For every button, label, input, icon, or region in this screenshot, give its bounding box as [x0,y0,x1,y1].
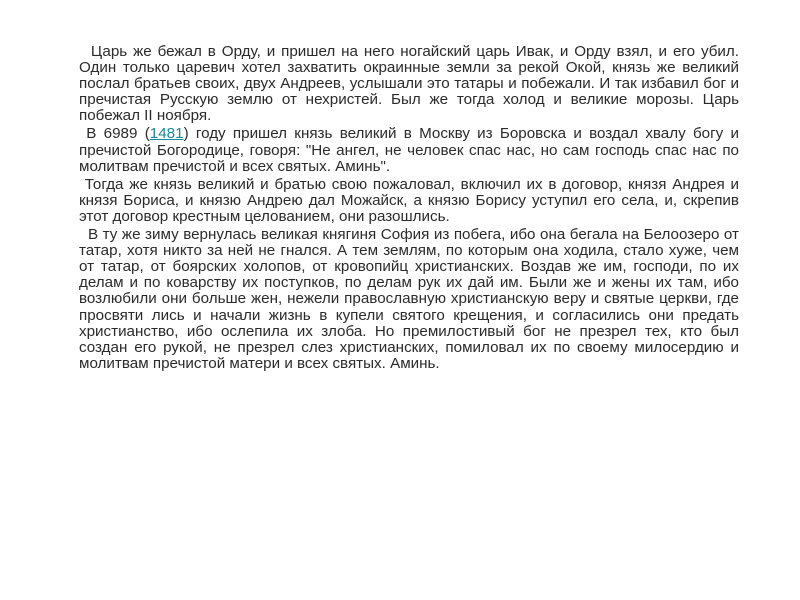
paragraph-sofia-return [79,227,739,372]
paragraph-text: В ту же зиму вернулась великая княгиня София из побега, ибо она бегала на Белоозеро от татар, хотя никто за ней не гнался. А тем землям, по которым она ходила, стало хуже, чем от татар, от боярских холопов, от кровопийц христианских. Воздав же им, господи, по их делам и по коварству их поступков, по делам рук их дай им. Были же и жены их там, ибо возлюбили они больше жен, нежели православную христианскую веру и святые церкви, где просвяти лись и начали жизнь в купели святого крещения, и согласились они предать христианство, ибо ослепила их злоба. Но премилостивый бог не презрел тех, кто был создан его рукой, не презрел слез христианских, помиловал их по своему милосердию и молитвам пречистой матери и всех святых. Аминь. [79,226,739,372]
paragraph-year-6989 [79,126,739,174]
paragraph-brothers-treaty [79,177,739,225]
paragraph-text-before-link: В 6989 ( [86,125,150,143]
paragraph-text: Тогда же князь великий и братью свою пожаловал, включил их в договор, князя Андрея и князя Бориса, и князю Андрею дал Можайск, а князю Борису уступил его села, и, скрепив этот договор крестным целованием, они разошлись. [79,175,739,225]
paragraph-tsar-fled [79,44,739,124]
chronicle-text [79,44,739,374]
paragraph-text: Царь же бежал в Орду, и пришел на него ногайский царь Ивак, и Орду взял, и его убил. Один только царевич хотел захватить окраинные земли за рекой Окой, князь же великий послал братьев своих, двух Андреев, услышали это татары и побежали. И так избавил бог и пречистая Русскую землю от нехристей. Был же тогда холод и великие морозы. Царь побежал II ноября. [79,43,739,125]
paragraph-indent [79,43,91,60]
paragraph-indent [79,226,88,243]
year-1481-link[interactable]: 1481 [149,125,184,143]
paragraph-text-after-link: ) году пришел князь великий в Москву из Боровска и воздал хвалу богу и пречистой Богородице, говоря: "Не ангел, не человек спас нас, но сам господь спас нас по молитвам пречистой и всех святых. Аминь". [79,125,739,175]
